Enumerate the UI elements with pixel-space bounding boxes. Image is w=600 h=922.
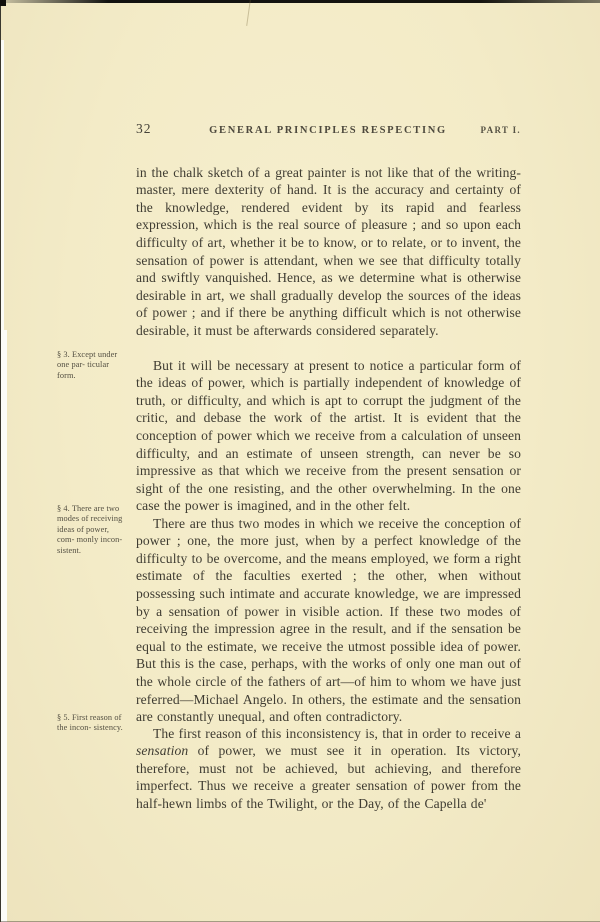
page-edge-white-upper [1,40,4,340]
margin-note-section-5: § 5. First reason of the incon- sistency. [57,713,123,733]
paragraph-continuation: in the chalk sketch of a great painter is not like that of the writing-master, mere dexterity of hand. It is the accuracy and certainty of the knowledge, rendered evident by its rapid and fearless expression, which is the real source of pleasure ; and so upon each difficulty of art, whether it be to know, or to relate, or to invent, the sensation of power is attendant, when we see that difficulty totally and swiftly vanquished. Hence, as we determine what is otherwise desirable in art, we shall gradually develop the sources of the ideas of power ; and if there be anything difficult which is not otherwise desirable, it must be afterwards considered separately. [136,164,521,338]
page-number: 32 [136,121,152,136]
margin-note-section-3: § 3. Except under one par- ticular form. [57,350,118,380]
page-edge-white-lower [1,330,7,922]
paragraph-text-lead: The first reason of this inconsistency is, that in order to receive a [153,725,521,741]
scan-corner-mark [0,0,6,6]
paragraph-text-italic: sensation [136,743,189,759]
part-label: PART I. [480,125,521,135]
page-crease [246,0,251,26]
paragraph-section-4: There are thus two modes in which we receive the conception of power ; one, the more just, when by a perfect knowledge of the difficulty to be overcome, and the means employed, we form a right estimate of the faculties exerted ; the other, when without possessing such intimate and accurate knowledge, we are impressed by a sensation of power in visible action. If these two modes of receiving the impression agree in the result, and if the sensation be equal to the estimate, we receive the utmost possible idea of power. But this is the case, perhaps, with the works of only one man out of the whole circle of the fathers of art—of him to whom we have just referred—Michael Angelo. In others, the estimate and the sensation are constantly unequal, and often contradictory. [136,515,521,725]
page-header [136,121,521,139]
paragraph-text-rest: of power, we must see it in operation. Its victory, therefore, must not be achieved, but achieving, and therefore imperfect. Thus we receive a greater sensation of power from the half-hewn limbs of the Twilight, or the Day, of the Capella de' [136,743,521,811]
running-title: GENERAL PRINCIPLES RESPECTING [209,125,447,136]
paragraph-section-5 [136,725,521,813]
scan-edge-left [0,0,1,922]
scan-edge-top [0,0,600,3]
paragraph-section-3: But it will be necessary at present to notice a particular form of the ideas of power, which is partially independent of knowledge of truth, or difficulty, and which is apt to corrupt the judgment of the critic, and debase the work of the artist. It is evident that the conception of power which we receive from a calculation of unseen difficulty, and an estimate of unseen strength, can never be so impressive as that which we receive from the present sensation or sight of the one resisting, and the other overwhelming. In the one case the power is imagined, and in the other felt. [136,357,521,514]
margin-note-section-4: § 4. There are two modes of receiving ideas of power, com- monly incon- sistent. [57,504,123,555]
